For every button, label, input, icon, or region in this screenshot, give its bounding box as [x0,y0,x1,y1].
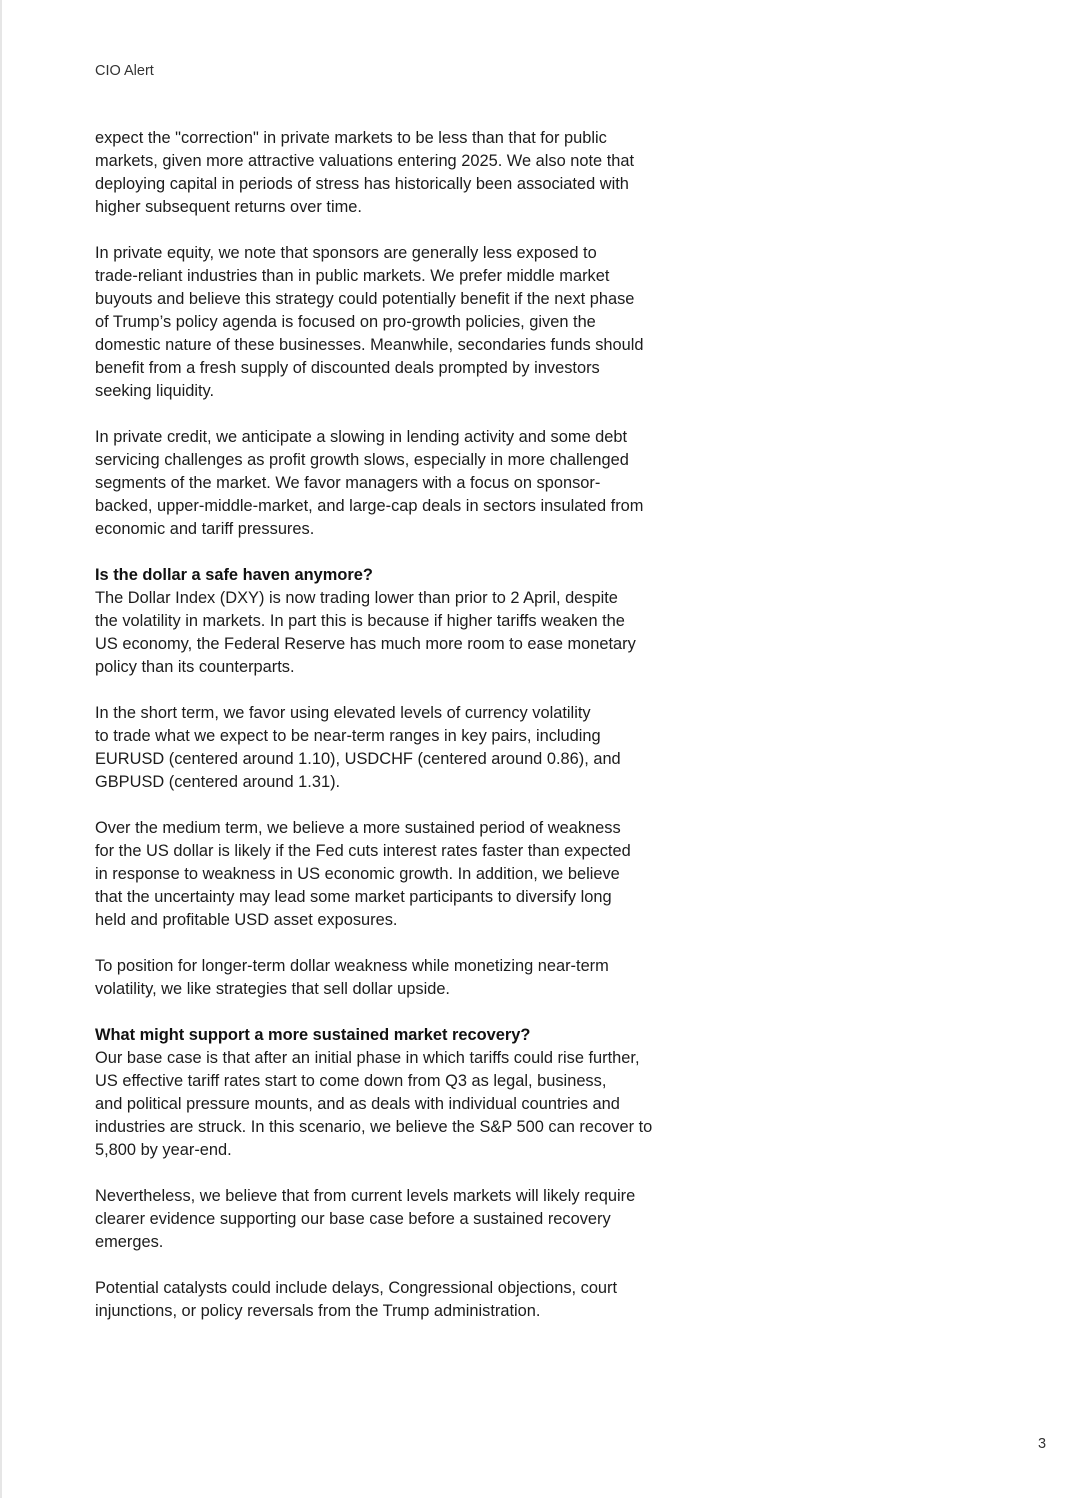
paragraph-base-case: Our base case is that after an initial phase in which tariffs could rise further, US effective tariff rates start to come down from Q3 as legal, business, and political pressure mounts, and as deals with individual countries and industries are struck. In this scenario, we believe the S&P 500 can recover to 5,800 by year-end. [95,1049,653,1159]
page-edge [0,0,2,1498]
paragraph-private-markets: expect the "correction" in private markets to be less than that for public markets, given more attractive valuations entering 2025. We also note that deploying capital in periods of stress has historically been associated with higher subsequent returns over time. [95,129,635,216]
section-heading-dollar: Is the dollar a safe haven anymore? [95,566,373,584]
running-header: CIO Alert [95,63,154,79]
paragraph-short-term-fx: In the short term, we favor using elevated levels of currency volatility to trade what we expect to be near-term ranges in key pairs, including EURUSD (centered around 1.10), USDCHF (centered around 0.86), and GBPUSD (centered around 1.31). [95,704,621,791]
paragraph-private-credit: In private credit, we anticipate a slowing in lending activity and some debt servicing challenges as profit growth slows, especially in more challenged segments of the market. We favor managers with a focus on sponsor- backed, upper-middle-market, and large-cap deals in sectors insulated from economic and tariff pressures. [95,428,644,538]
paragraph-dollar-index: The Dollar Index (DXY) is now trading lower than prior to 2 April, despite the volatility in markets. In part this is because if higher tariffs weaken the US economy, the Federal Reserve has much more room to ease monetary policy than its counterparts. [95,589,636,676]
page-number: 3 [1038,1436,1047,1452]
paragraph-evidence: Nevertheless, we believe that from current levels markets will likely require clearer evidence supporting our base case before a sustained recovery emerges. [95,1187,636,1251]
document-body [95,127,695,1346]
paragraph-medium-term-fx: Over the medium term, we believe a more sustained period of weakness for the US dollar is likely if the Fed cuts interest rates faster than expected in response to weakness in US economic growth. In addition, we believe that the uncertainty may lead some market participants to diversify long held and profitable USD asset exposures. [95,819,631,929]
paragraph-private-equity: In private equity, we note that sponsors are generally less exposed to trade-reliant industries than in public markets. We prefer middle market buyouts and believe this strategy could potentially benefit if the next phase of Trump’s policy agenda is focused on pro-growth policies, given the domestic nature of these businesses. Meanwhile, secondaries funds should benefit from a fresh supply of discounted deals prompted by investors seeking liquidity. [95,244,644,400]
paragraph-dollar-positioning: To position for longer-term dollar weakness while monetizing near-term volatility, we like strategies that sell dollar upside. [95,957,609,998]
section-heading-recovery: What might support a more sustained market recovery? [95,1026,531,1044]
paragraph-catalysts: Potential catalysts could include delays, Congressional objections, court injunctions, or policy reversals from the Trump administration. [95,1279,618,1320]
